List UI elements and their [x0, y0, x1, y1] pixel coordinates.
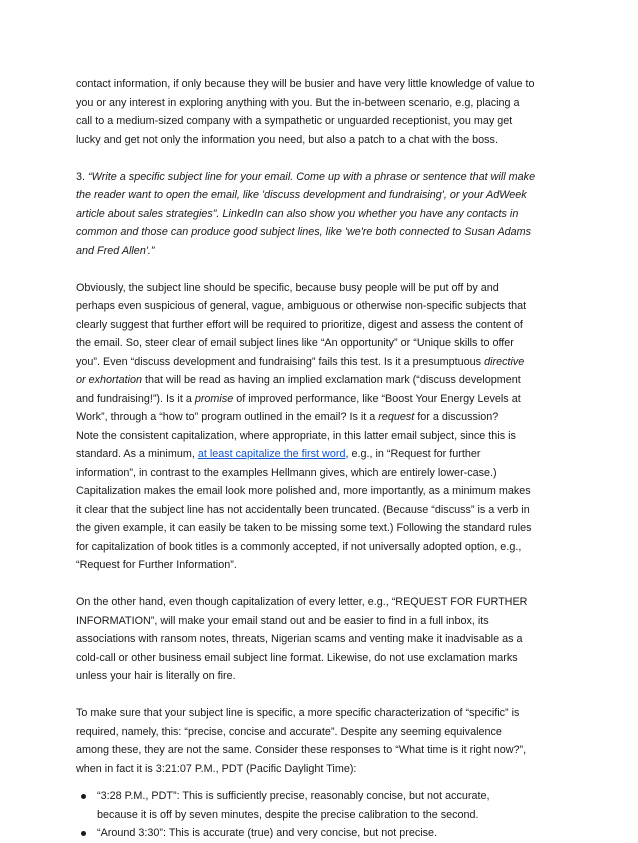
text-line: To make sure that your subject line is specific, a more specific characterization of “specific” is — [76, 707, 520, 719]
emphasis: request — [378, 411, 415, 423]
text-line: cold-call or other business email subject line format. Likewise, do not use exclamation marks — [76, 651, 518, 664]
paragraph-subject-line-quote — [76, 168, 562, 261]
bullet-icon — [81, 794, 86, 799]
text-line: unless your hair is literally on fire. — [76, 670, 236, 682]
capitalize-first-word-link[interactable]: at least capitalize the first word — [197, 448, 346, 460]
text-run: Work”, through a “how to” program outlined in the email? Is it a — [76, 411, 379, 423]
text-line — [76, 408, 562, 427]
list-item — [76, 787, 562, 824]
text-run: for a discussion? — [414, 411, 499, 423]
text-line: perhaps even suspicious of general, vague, ambiguous or otherwise non-specific subjects that — [76, 300, 527, 312]
list-item — [76, 824, 562, 843]
paragraph-contact-information — [76, 75, 562, 149]
text-line: “Around 3:30”: This is accurate (true) and very concise, but not precise. — [97, 827, 438, 839]
text-line — [76, 371, 562, 390]
text-line: when in fact it is 3:21:07 P.M., PDT (Pacific Daylight Time): — [76, 762, 357, 775]
paragraph-precise-concise-accurate — [76, 704, 562, 778]
emphasis: or exhortation — [76, 374, 143, 386]
paragraph-subject-specificity — [76, 279, 562, 575]
text-run: of improved performance, like “Boost Your Energy Levels at — [233, 392, 521, 405]
document-page — [76, 75, 562, 843]
text-line: you or any interest in exploring anything with you. But the in-between scenario, e.g, placing a — [76, 96, 520, 109]
emphasis: promise — [194, 392, 234, 405]
text-line: “Request for Further Information”. — [76, 559, 237, 571]
text-line: the given example, it can easily be taken to be missing some text.) Following the standard rules — [76, 522, 532, 534]
text-line — [76, 390, 562, 409]
text-line — [76, 445, 562, 464]
text-line: for capitalization of book titles is a commonly accepted, if not universally adopted option, e.g., — [76, 540, 522, 553]
text-run: you”. Even “discuss development and fundraising” fails this test. Is it a presumptuous — [76, 355, 485, 368]
text-line: because it is off by seven minutes, despite the precise calibration to the second. — [97, 808, 479, 821]
text-line: it clear that the subject line has not accidentally been truncated. (Because “discuss” is a verb in — [76, 503, 530, 516]
text-line: among these, they are not the same. Consider these responses to “What time is it right now?”, — [76, 744, 527, 756]
text-run: and fundraising!”). Is it a — [76, 392, 195, 405]
text-line: Note the consistent capitalization, where appropriate, in this latter email subject, since this is — [76, 429, 516, 442]
text-line: required, namely, this: “precise, concise and accurate”. Despite any seeming equivalence — [76, 725, 502, 738]
text-line: Obviously, the subject line should be specific, because busy people will be put off by and — [76, 281, 499, 294]
text-line: clearly suggest that further effort will be required to prioritize, digest and assess the content of — [76, 318, 523, 331]
text-line — [76, 353, 562, 372]
quote-text: “Write a specific subject line for your email. Come up with a phrase or sentence that will make — [88, 170, 536, 183]
quote-line: common and those can produce good subject lines, like 'we're both connected to Susan Adams — [76, 226, 532, 238]
text-line: “3:28 P.M., PDT”: This is sufficiently precise, reasonably concise, but not accurate, — [97, 790, 490, 802]
text-run: standard. As a minimum, — [76, 448, 198, 460]
text-line: 3. “Write a specific subject line for your email. Come up with a phrase or sentence that will make — [76, 170, 536, 183]
text-line: associations with ransom notes, threats, Nigerian scams and venting make it inadvisable as a — [76, 633, 523, 645]
text-line: Capitalization makes the email look more polished and, more importantly, as a minimum makes — [76, 485, 531, 497]
bullet-icon — [81, 831, 86, 836]
quote-line: the reader want to open the email, like 'discuss development and fundraising', or your AdWeek — [76, 189, 527, 201]
text-line: On the other hand, even though capitalization of every letter, e.g., “REQUEST FOR FURTHER — [76, 596, 528, 608]
text-line: INFORMATION”, will make your email stand out and be easier to find in a full inbox, its — [76, 614, 489, 627]
text-run: , e.g., in “Request for further — [345, 448, 481, 460]
text-run: that will be read as having an implied exclamation mark (“discuss development — [142, 374, 521, 386]
paragraph-all-caps — [76, 593, 562, 686]
quote-line: and Fred Allen'.” — [76, 244, 155, 257]
emphasis: directive — [484, 355, 525, 368]
text-line: contact information, if only because they will be busier and have very little knowledge of value to — [76, 78, 535, 90]
quote-line: article about sales strategies”. LinkedIn can also show you whether you have any contacts in — [76, 207, 519, 220]
text-line: lucky and get not only the information you need, but also a patch to a chat with the boss. — [76, 133, 498, 146]
text-line: the email. So, steer clear of email subject lines like “An opportunity” or “Unique skills to offer — [76, 337, 514, 349]
text-line: information”, in contrast to the examples Hellmann gives, which are entirely lower-case.) — [76, 466, 497, 479]
text-line: call to a medium-sized company with a sympathetic or unguarded receptionist, you may get — [76, 115, 513, 127]
bullet-list — [76, 787, 562, 843]
